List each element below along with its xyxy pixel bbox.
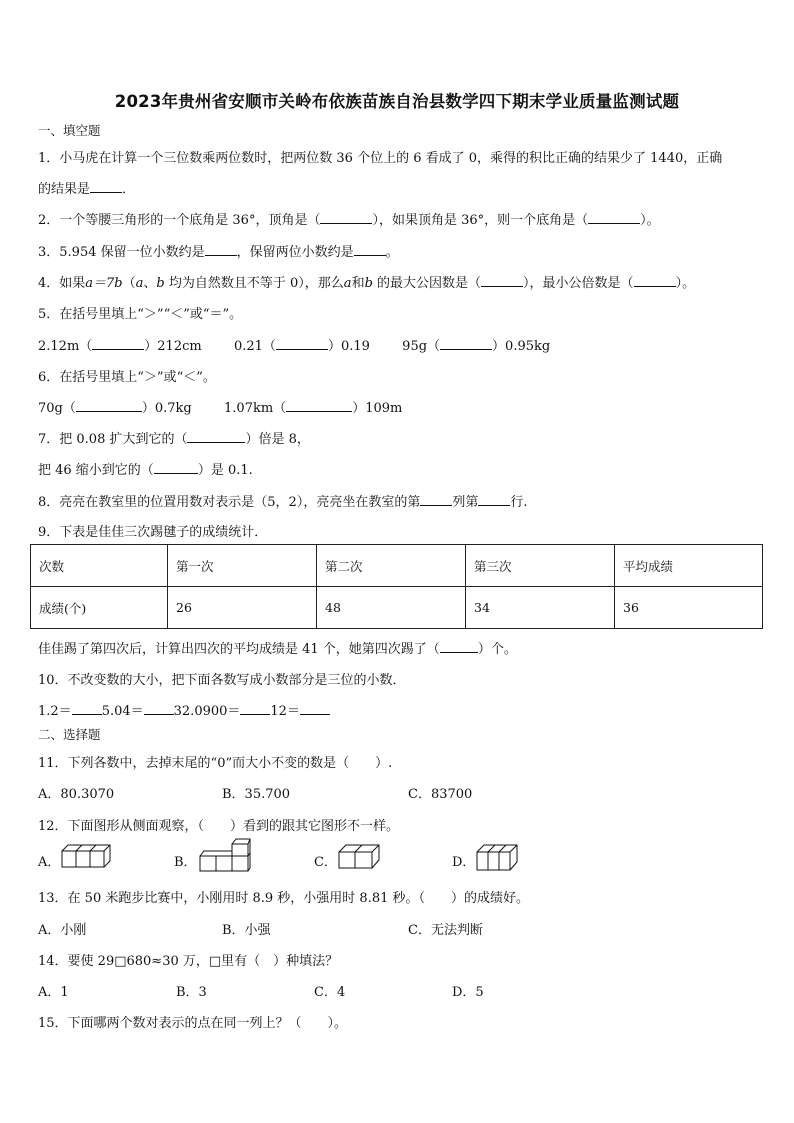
q6-item-2-b: ）109m — [352, 401, 403, 416]
q10-item-2: 5.04＝ — [101, 704, 144, 719]
question-14: 14．要使 29□680≈30 万，□里有（ ）种填法？ — [38, 954, 339, 969]
q10-item-1: 1.2＝ — [38, 704, 72, 719]
question-4 — [38, 272, 695, 291]
q9-text-b: ）个。 — [477, 642, 517, 657]
q9-text-a: 佳佳踢了第四次后，计算出四次的平均成绩是 41 个，她第四次踢了（ — [38, 642, 440, 657]
q2-text-b: ），如果顶角是 36°，则一个底角是（ — [372, 213, 589, 228]
question-11: 11．下列各数中，去掉末尾的“0”而大小不变的数是（ ）. — [38, 756, 393, 771]
table-cell: 36 — [615, 587, 763, 629]
question-13: 13．在 50 米跑步比赛中，小刚用时 8.9 秒，小强用时 8.81 秒。（ ）的成绩好。 — [38, 891, 529, 906]
q7-text-b2: ）是 0.1. — [197, 463, 253, 478]
question-7-line-1 — [38, 428, 310, 447]
q8-text-b: 列第 — [452, 495, 479, 510]
question-3 — [38, 241, 399, 260]
q3-text-c: 。 — [385, 245, 399, 260]
question-9-followup — [38, 638, 517, 657]
q1-text: 的结果是 — [38, 182, 91, 197]
question-10: 10．不改变数的大小，把下面各数写成小数部分是三位的小数． — [38, 673, 406, 688]
question-12: 12．下面图形从侧面观察，（ ）看到的跟其它图形不一样。 — [38, 819, 400, 834]
cube-figure-d — [476, 843, 518, 871]
q4-text-a: 4．如果 — [38, 276, 86, 291]
q2-blank-1[interactable] — [320, 211, 372, 224]
q14-option-c[interactable]: C．4 — [314, 985, 346, 1000]
question-5: 5．在括号里填上“＞”“＜”或“＝”。 — [38, 307, 243, 322]
q5-blank-1[interactable] — [92, 337, 144, 350]
q2-blank-2[interactable] — [588, 211, 640, 224]
cube-figure-a — [61, 843, 111, 869]
cube-figure-c — [338, 843, 380, 869]
q10-blank-2[interactable] — [144, 702, 174, 715]
q10-item-4: 12＝ — [270, 704, 300, 719]
q6-blank-2[interactable] — [286, 399, 352, 412]
q10-blank-4[interactable] — [300, 702, 330, 715]
table-header-row — [31, 545, 763, 587]
q4-blank-lcm[interactable] — [634, 274, 676, 287]
question-6-items — [38, 397, 402, 416]
q4-text-e: 和 — [351, 276, 365, 291]
q12-option-b[interactable]: B． — [174, 855, 197, 870]
q13-option-c[interactable]: C．无法判断 — [408, 923, 483, 938]
q4-blank-gcd[interactable] — [481, 274, 523, 287]
q13-option-b[interactable]: B．小强 — [222, 923, 271, 938]
question-9: 9．下表是佳佳三次踢毽子的成绩统计． — [38, 525, 268, 540]
q5-blank-3[interactable] — [440, 337, 492, 350]
q4-text-b: （ — [122, 276, 136, 291]
question-1-line-2 — [38, 178, 135, 197]
q11-option-b[interactable]: B．35.700 — [222, 787, 291, 802]
q2-text-c: ）。 — [640, 213, 660, 228]
q7-text-a1: 7．把 0.08 扩大到它的（ — [38, 432, 188, 447]
q3-blank-2[interactable] — [354, 243, 386, 256]
q5-item-3-a: 95g（ — [402, 339, 441, 354]
question-5-items — [38, 335, 550, 354]
question-6: 6．在括号里填上“＞”或“＜”。 — [38, 370, 216, 385]
q5-item-2-a: 0.21（ — [233, 339, 276, 354]
q7-text-b1: 把 46 缩小到它的（ — [38, 463, 154, 478]
q4-var-a2: a — [343, 276, 352, 291]
table-cell: 34 — [466, 587, 615, 629]
q7-blank-1[interactable] — [187, 430, 245, 443]
q4-expression: a＝7b — [85, 276, 123, 291]
question-2 — [38, 209, 660, 228]
q11-option-a[interactable]: A．80.3070 — [38, 787, 115, 802]
question-7-line-2 — [38, 459, 253, 478]
q4-text-c: 、 — [143, 276, 157, 291]
q1-end: ． — [122, 182, 136, 197]
score-table — [30, 544, 763, 629]
q12-option-c[interactable]: C． — [314, 855, 337, 870]
q5-item-1-b: ）212cm — [144, 339, 202, 354]
q3-text-a: 3．5.954 保留一位小数约是 — [38, 245, 205, 260]
q5-item-2-b: ）0.19 — [327, 339, 370, 354]
q5-item-1-a: 2.12m（ — [38, 339, 93, 354]
q3-blank-1[interactable] — [205, 243, 237, 256]
q14-option-a[interactable]: A．1 — [38, 985, 69, 1000]
q4-text-d: 均为自然数且不等于 0），那么 — [164, 276, 344, 291]
q14-option-b[interactable]: B．3 — [176, 985, 207, 1000]
q4-var-b: b — [156, 276, 165, 291]
section-fill-in: 一、填空题 — [38, 123, 101, 138]
question-15: 15．下面哪两个数对表示的点在同一列上？（ ）。 — [38, 1016, 348, 1031]
q6-item-2-a: 1.07km（ — [224, 401, 287, 416]
table-header-cell: 平均成绩 — [615, 545, 763, 587]
q12-option-a[interactable]: A． — [38, 855, 61, 870]
table-row — [31, 587, 763, 629]
q6-item-1-a: 70g（ — [38, 401, 76, 416]
table-cell: 26 — [168, 587, 317, 629]
question-10-items — [38, 700, 330, 719]
q5-blank-2[interactable] — [276, 337, 328, 350]
q1-answer-blank[interactable] — [90, 180, 122, 193]
table-header-cell: 第三次 — [466, 545, 615, 587]
q8-blank-row[interactable] — [478, 493, 510, 506]
table-header-cell: 次数 — [31, 545, 168, 587]
table-header-cell: 第二次 — [317, 545, 466, 587]
q9-blank[interactable] — [440, 640, 478, 653]
q4-var-a: a — [135, 276, 144, 291]
q3-text-b: ，保留两位小数约是 — [236, 245, 354, 260]
q12-option-d[interactable]: D． — [452, 855, 476, 870]
question-1-line-1: 1．小马虎在计算一个三位数乘两位数时，把两位数 36 个位上的 6 看成了 0，乘得的积比正确的结果少了 1440，正确 — [38, 151, 723, 166]
q8-blank-column[interactable] — [420, 493, 452, 506]
table-header-cell: 第一次 — [168, 545, 317, 587]
q14-option-d[interactable]: D．5 — [452, 985, 484, 1000]
section-choice: 二、选择题 — [38, 727, 101, 742]
q7-text-a2: ）倍是 8， — [245, 432, 310, 447]
question-8 — [38, 491, 527, 510]
q6-item-1-b: ）0.7kg — [141, 401, 192, 416]
q8-text-a: 8．亮亮在教室里的位置用数对表示是（5，2），亮亮坐在教室的第 — [38, 495, 421, 510]
q5-item-3-b: ）0.95kg — [492, 339, 551, 354]
q11-option-c[interactable]: C．83700 — [408, 787, 473, 802]
q4-text-f: 的最大公因数是（ — [372, 276, 482, 291]
q10-blank-1[interactable] — [72, 702, 102, 715]
table-cell: 成绩(个) — [31, 587, 168, 629]
cube-figure-b — [199, 838, 251, 872]
q8-text-c: 行. — [510, 495, 528, 510]
q6-blank-1[interactable] — [76, 399, 142, 412]
q4-var-b2: b — [364, 276, 373, 291]
q10-blank-3[interactable] — [240, 702, 270, 715]
page-title: 2023年贵州省安顺市关岭布依族苗族自治县数学四下期末学业质量监测试题 — [114, 92, 680, 111]
q4-text-h: ）。 — [675, 276, 696, 291]
q10-item-3: 32.0900＝ — [173, 704, 241, 719]
q13-option-a[interactable]: A．小刚 — [38, 923, 87, 938]
table-cell: 48 — [317, 587, 466, 629]
q2-text-a: 2．一个等腰三角形的一个底角是 36°，顶角是（ — [38, 213, 321, 228]
q4-text-g: ），最小公倍数是（ — [523, 276, 634, 291]
q7-blank-2[interactable] — [154, 461, 198, 474]
